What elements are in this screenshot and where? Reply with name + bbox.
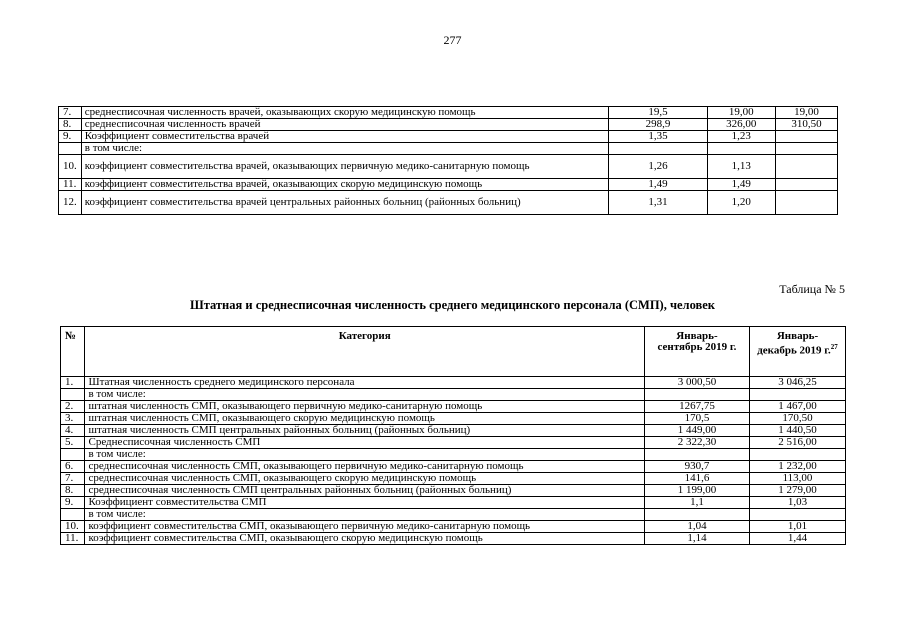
row-value-1: 1 449,00 <box>644 425 749 437</box>
table-row <box>61 497 846 509</box>
row-number: 7. <box>61 473 85 485</box>
header-col1-line2: сентябрь 2019 г. <box>657 341 737 353</box>
row-category: Коэффициент совместительства врачей <box>81 131 609 143</box>
row-number: 8. <box>59 119 82 131</box>
row-category: в том числе: <box>85 509 644 521</box>
row-value-1: 298,9 <box>609 119 707 131</box>
row-value-2: 19,00 <box>707 107 775 119</box>
table-row <box>59 155 838 179</box>
row-number <box>61 449 85 461</box>
header-col1 <box>644 327 749 377</box>
row-number <box>61 509 85 521</box>
row-category: штатная численность СМП, оказывающего скорую медицинскую помощь <box>85 413 644 425</box>
table-row <box>61 425 846 437</box>
row-value-2: 326,00 <box>707 119 775 131</box>
row-number: 12. <box>59 191 82 215</box>
header-col2 <box>750 327 846 377</box>
table-row <box>59 107 838 119</box>
row-value-1: 1,31 <box>609 191 707 215</box>
row-value-1: 170,5 <box>644 413 749 425</box>
row-number: 9. <box>61 497 85 509</box>
row-value-1: 1,04 <box>644 521 749 533</box>
footnote-marker: 27 <box>830 343 838 351</box>
row-value-1: 1,1 <box>644 497 749 509</box>
row-number: 11. <box>59 179 82 191</box>
row-value-2: 1 467,00 <box>750 401 846 413</box>
row-number: 6. <box>61 461 85 473</box>
row-category: коэффициент совместительства врачей, оказывающих первичную медико-санитарную помощь <box>81 155 609 179</box>
table-row <box>61 533 846 545</box>
table-row <box>61 485 846 497</box>
row-number: 10. <box>59 155 82 179</box>
page-number: 277 <box>443 33 462 47</box>
row-value-2 <box>707 143 775 155</box>
row-value-1: 1267,75 <box>644 401 749 413</box>
row-number: 5. <box>61 437 85 449</box>
table-5-body <box>61 327 846 545</box>
table-row <box>61 473 846 485</box>
row-value-1: 1 199,00 <box>644 485 749 497</box>
table-row <box>61 521 846 533</box>
row-value-2: 1 440,50 <box>750 425 846 437</box>
row-value-3 <box>775 191 837 215</box>
row-value-3: 310,50 <box>775 119 837 131</box>
row-value-2 <box>750 509 846 521</box>
row-category: Штатная численность среднего медицинского персонала <box>85 377 644 389</box>
row-value-2 <box>750 449 846 461</box>
row-value-2: 1,13 <box>707 155 775 179</box>
row-category: в том числе: <box>85 389 644 401</box>
table-row <box>61 461 846 473</box>
row-number: 8. <box>61 485 85 497</box>
row-value-3 <box>775 143 837 155</box>
row-number: 3. <box>61 413 85 425</box>
row-category: штатная численность СМП центральных районных больниц (районных больниц) <box>85 425 644 437</box>
row-value-2: 1 279,00 <box>750 485 846 497</box>
header-category: Категория <box>85 327 644 377</box>
row-number: 4. <box>61 425 85 437</box>
row-value-1: 141,6 <box>644 473 749 485</box>
header-col1-line1: Январь- <box>676 330 718 342</box>
top-table-body <box>59 107 838 215</box>
row-number: 7. <box>59 107 82 119</box>
row-category: среднесписочная численность СМП, оказывающего скорую медицинскую помощь <box>85 473 644 485</box>
table-5 <box>60 326 846 545</box>
row-category: коэффициент совместительства врачей, оказывающих скорую медицинскую помощь <box>81 179 609 191</box>
row-value-2: 1,01 <box>750 521 846 533</box>
row-number: 11. <box>61 533 85 545</box>
header-num: № <box>61 327 85 377</box>
table-row <box>61 413 846 425</box>
table-row <box>61 389 846 401</box>
row-value-1: 1,26 <box>609 155 707 179</box>
row-value-2: 1,23 <box>707 131 775 143</box>
row-value-2 <box>750 389 846 401</box>
row-category: в том числе: <box>85 449 644 461</box>
table-row <box>61 401 846 413</box>
row-category: коэффициент совместительства врачей центральных районных больниц (районных больниц) <box>81 191 609 215</box>
row-value-2: 1,03 <box>750 497 846 509</box>
row-category: среднесписочная численность врачей <box>81 119 609 131</box>
header-col2-line1: Январь- <box>776 330 819 342</box>
row-value-2: 2 516,00 <box>750 437 846 449</box>
row-value-1: 19,5 <box>609 107 707 119</box>
row-value-1: 930,7 <box>644 461 749 473</box>
row-category: коэффициент совместительства СМП, оказывающего первичную медико-санитарную помощь <box>85 521 644 533</box>
row-value-1: 1,35 <box>609 131 707 143</box>
row-value-1 <box>644 449 749 461</box>
row-value-2: 113,00 <box>750 473 846 485</box>
row-value-2: 1 232,00 <box>750 461 846 473</box>
table-row <box>59 143 838 155</box>
table-row <box>61 377 846 389</box>
table-row <box>61 449 846 461</box>
row-number: 1. <box>61 377 85 389</box>
header-col2-line2: декабрь 2019 г. <box>757 344 831 357</box>
row-category: Коэффициент совместительства СМП <box>85 497 644 509</box>
row-category: коэффициент совместительства СМП, оказывающего скорую медицинскую помощь <box>85 533 644 545</box>
row-value-1: 3 000,50 <box>644 377 749 389</box>
row-category: штатная численность СМП, оказывающего первичную медико-санитарную помощь <box>85 401 644 413</box>
row-value-2: 1,20 <box>707 191 775 215</box>
row-value-3 <box>775 155 837 179</box>
row-number <box>61 389 85 401</box>
table-row <box>61 437 846 449</box>
row-value-1: 1,49 <box>609 179 707 191</box>
row-number <box>59 143 82 155</box>
row-value-1: 2 322,30 <box>644 437 749 449</box>
row-value-2: 170,50 <box>750 413 846 425</box>
row-value-1 <box>609 143 707 155</box>
table-5-header-row <box>61 327 846 377</box>
table-row <box>61 509 846 521</box>
row-value-3: 19,00 <box>775 107 837 119</box>
table-row <box>59 119 838 131</box>
row-value-1 <box>644 509 749 521</box>
row-category: среднесписочная численность СМП, оказывающего первичную медико-санитарную помощь <box>85 461 644 473</box>
row-value-1 <box>644 389 749 401</box>
row-value-2: 1,44 <box>750 533 846 545</box>
table-row <box>59 179 838 191</box>
row-category: среднесписочная численность СМП центральных районных больниц (районных больниц) <box>85 485 644 497</box>
row-category: среднесписочная численность врачей, оказывающих скорую медицинскую помощь <box>81 107 609 119</box>
table-row <box>59 131 838 143</box>
row-category: в том числе: <box>81 143 609 155</box>
row-value-3 <box>775 179 837 191</box>
top-table <box>58 106 838 215</box>
row-value-2: 3 046,25 <box>750 377 846 389</box>
row-number: 9. <box>59 131 82 143</box>
row-category: Среднесписочная численность СМП <box>85 437 644 449</box>
table-label: Таблица № 5 <box>779 282 845 296</box>
row-value-3 <box>775 131 837 143</box>
row-value-2: 1,49 <box>707 179 775 191</box>
row-number: 2. <box>61 401 85 413</box>
table-title: Штатная и среднесписочная численность среднего медицинского персонала (СМП), человек <box>189 298 716 312</box>
table-row <box>59 191 838 215</box>
row-number: 10. <box>61 521 85 533</box>
row-value-1: 1,14 <box>644 533 749 545</box>
